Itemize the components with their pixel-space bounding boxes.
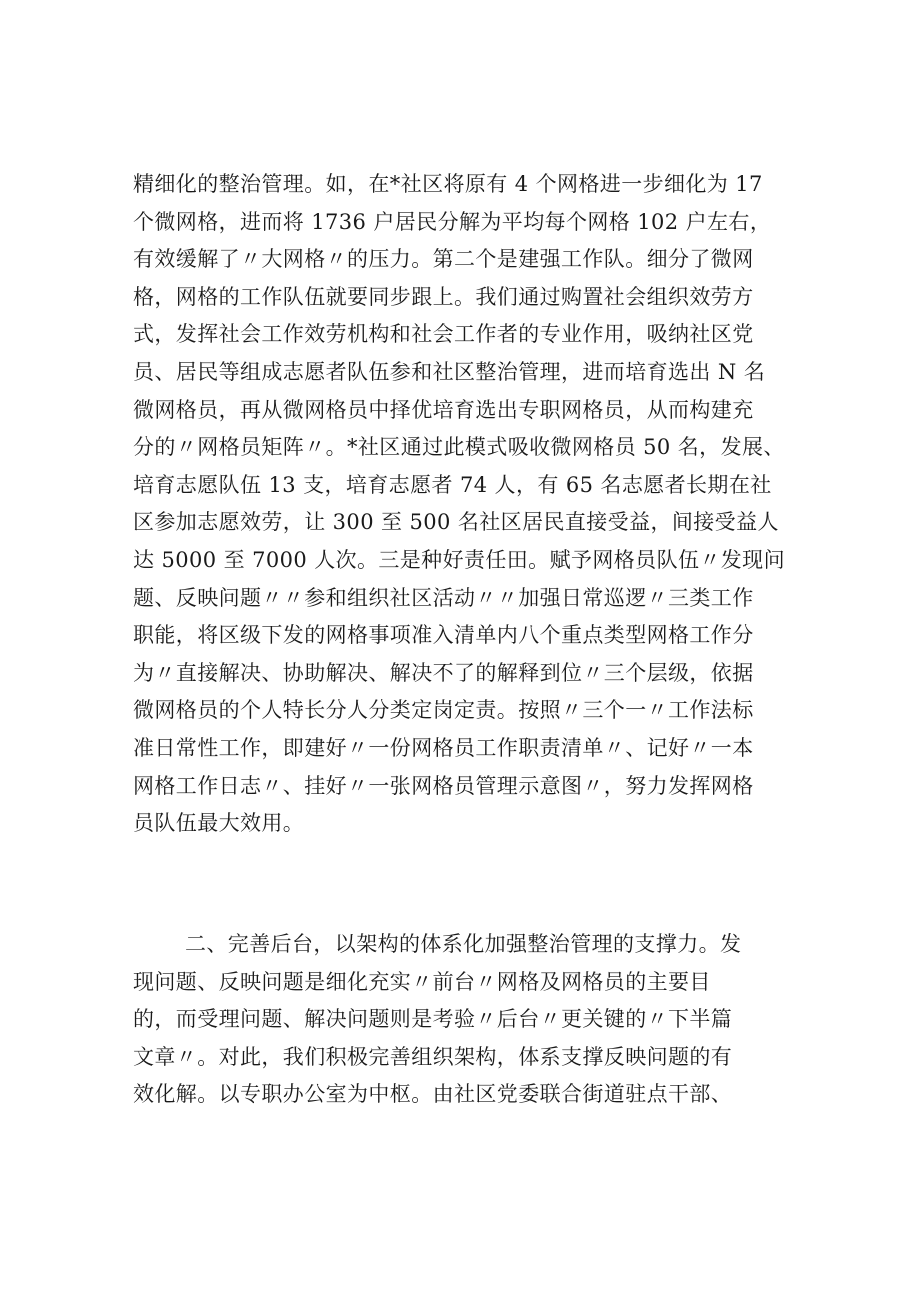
text-line: 达 5000 至 7000 人次。三是种好责任田。赋予网格员队伍〃发现问 [133,547,785,572]
text-line: 式，发挥社会工作效劳机构和社会工作者的专业作用，吸纳社区党 [133,322,754,347]
paragraph-backend-framework [133,926,803,1114]
text-line: 准日常性工作，即建好〃一份网格员工作职责清单〃、记好〃一本 [133,735,754,760]
text-line: 题、反映问题〃〃参和组织社区活动〃〃加强日常巡逻〃三类工作 [133,585,754,610]
text-line: 为〃直接解决、协助解决、解决不了的解释到位〃三个层级，依据 [133,660,754,685]
section-heading-line: 二、完善后台，以架构的体系化加强整治管理的支撑力。发 [185,932,742,956]
text-line: 个微网格，进而将 1736 户居民分解为平均每个网格 102 户左右， [133,209,772,234]
text-line: 区参加志愿效劳，让 300 至 500 名社区居民直接受益，间接受益人 [133,510,779,535]
text-line: 职能，将区级下发的网格事项准入清单内八个重点类型网格工作分 [133,623,754,648]
paragraph-grid-management [133,166,803,843]
text-line: 现问题、反映问题是细化充实〃前台〃网格及网格员的主要目 [133,969,711,994]
text-line: 培育志愿队伍 13 支，培育志愿者 74 人，有 65 名志愿者长期在社 [133,472,772,497]
text-line: 精细化的整治管理。如，在*社区将原有 4 个网格进一步细化为 17 [133,172,763,196]
text-line: 的，而受理问题、解决问题则是考验〃后台〃更关键的〃下半篇 [133,1007,733,1032]
text-line: 文章〃。对此，我们积极完善组织架构，体系支撑反映问题的有 [133,1044,733,1069]
text-line: 网格工作日志〃、挂好〃一张网格员管理示意图〃，努力发挥网格 [133,773,754,798]
text-line: 效化解。以专职办公室为中枢。由社区党委联合街道驻点干部、 [133,1082,733,1107]
text-line: 分的〃网格员矩阵〃。*社区通过此模式吸收微网格员 50 名，发展、 [133,435,785,460]
text-line: 员队伍最大效用。 [133,811,305,836]
text-line: 微网格员的个人特长分人分类定岗定责。按照〃三个一〃工作法标 [133,698,754,723]
text-line: 员、居民等组成志愿者队伍参和社区整治管理，进而培育选出 N 名 [133,359,766,384]
text-line: 格，网格的工作队伍就要同步跟上。我们通过购置社会组织效劳方 [133,284,754,309]
text-line: 有效缓解了〃大网格〃的压力。第二个是建强工作队。细分了微网 [133,247,754,272]
text-line: 微网格员，再从微网格员中择优培育选出专职网格员，从而构建充 [133,397,754,422]
